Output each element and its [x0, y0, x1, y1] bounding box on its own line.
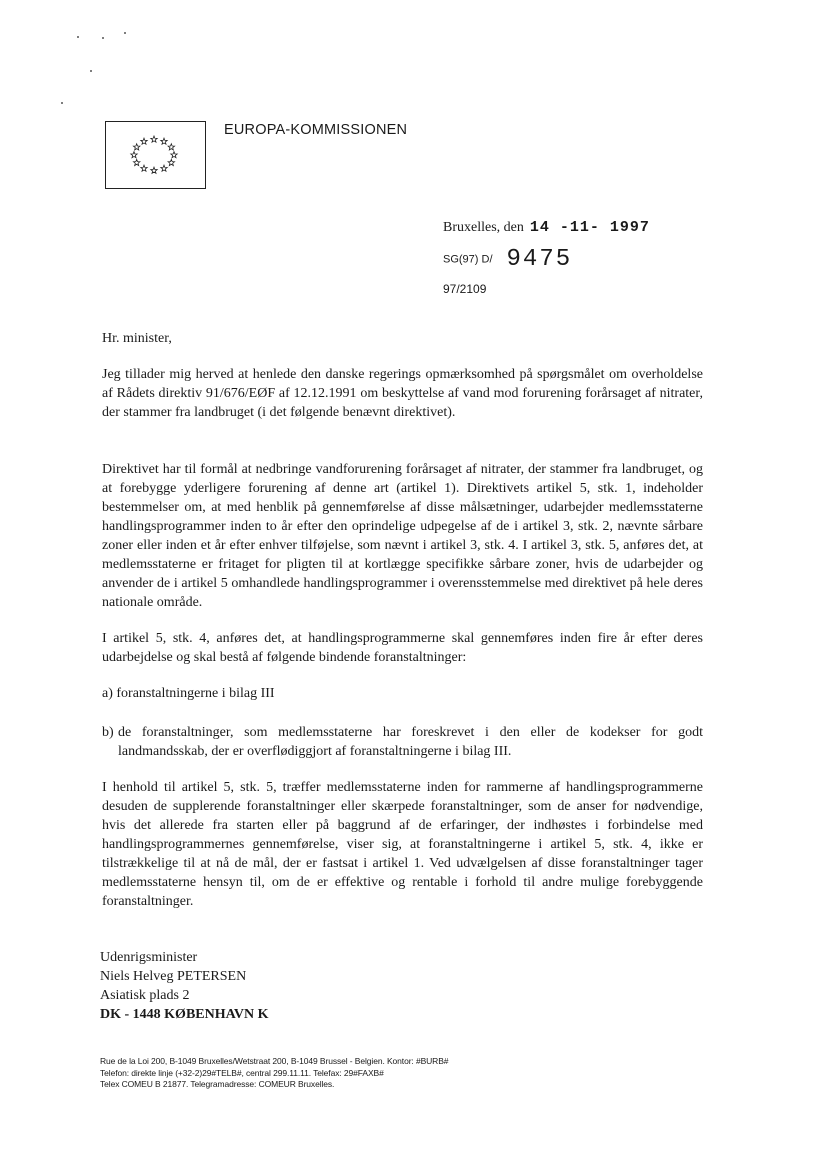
address-line-title: Udenrigsminister — [100, 950, 198, 965]
list-item-b-label: b) — [102, 725, 114, 740]
scan-speck — [90, 70, 92, 72]
organization-name: EUROPA-KOMMISSIONEN — [224, 122, 408, 138]
flag-star — [141, 138, 147, 144]
date-prefix: Bruxelles, den — [443, 220, 524, 235]
address-line-city: DK - 1448 KØBENHAVN K — [100, 1007, 269, 1022]
scan-speck — [61, 102, 63, 104]
footer-phone: Telefon: direkte linje (+32-2)29#TELB#, central 299.11.11. Telefax: 29#FAXB# — [100, 1067, 384, 1078]
list-item-b — [102, 723, 703, 761]
scan-speck — [124, 32, 126, 34]
paragraph-1: Jeg tillader mig herved at henlede den danske regerings opmærksomhed på spørgsmålet om overholdelse af Rådets direktiv 91/676/EØF af 12.12.1991 om beskyttelse af vand mod forurening forårsaget af nitrater, der stammer fra landbruget (i det følgende benævnt direktivet). — [102, 367, 703, 420]
secondary-reference: 97/2109 — [443, 282, 487, 296]
paragraph-2: Direktivet har til formål at nedbringe vandforurening forårsaget af nitrater, der stammer fra landbruget, og at forebygge yderligere forurening af denne art (artikel 1). Direktivets artikel 5, stk. 1, indeholder bestemmelser om, at med henblik på gennemførelse af disse målsætninger, udarbejder medlemsstaterne handlingsprogrammer inden to år efter den oprindelige udpegelse af de i artikel 3, stk. 2, nævnte sårbare zoner eller inden et år efter enhver tilføjelse, som nævnt i artikel 3, stk. 4. I artikel 3, stk. 5, anføres det, at medlemsstaterne er fritaget for pligten til at kortlægge specifikke sårbare zoner, hvis de udarbejder og anvender de i artikel 5 omhandlede handlingsprogrammer i overensstemmelse med direktivet på hele deres nationale område. — [102, 462, 703, 610]
flag-star — [161, 138, 167, 144]
eu-flag-stars-icon — [106, 122, 207, 190]
flag-star — [133, 144, 139, 150]
salutation: Hr. minister, — [102, 331, 172, 346]
address-line-street: Asiatisk plads 2 — [100, 988, 190, 1003]
reference-line — [443, 246, 572, 273]
list-item-a: a) foranstaltningerne i bilag III — [102, 686, 275, 701]
footer-address: Rue de la Loi 200, B-1049 Bruxelles/Wetstraat 200, B-1049 Brussel - Belgien. Kontor: #BURB# — [100, 1056, 449, 1066]
scan-speck — [102, 37, 104, 39]
flag-star — [151, 136, 157, 142]
list-item-b-text: de foranstaltninger, som medlemsstaterne har foreskrevet i den eller de kodekser for godt landmandsskab, der er overflødiggjort af foranstaltningerne i bilag III. — [118, 725, 703, 759]
eu-flag-logo — [105, 121, 206, 189]
flag-star — [141, 165, 147, 171]
flag-star — [133, 159, 139, 165]
paragraph-4: I henhold til artikel 5, stk. 5, træffer medlemsstaterne inden for rammerne af handlingsprogrammerne desuden de supplerende foranstaltninger eller skærpede foranstaltninger, som de anser for nødvendige, hvis det allerede fra starten eller på baggrund af de erfaringer, der indhøstes i forbindelse med handlingsprogrammernes gennemførelse, viser sig, at foranstaltningerne i artikel 5, stk. 4, ikke er tilstrækkelige til at nå de mål, der er fastsat i artikel 1. Ved udvælgelsen af disse foranstaltninger tager medlemsstaterne hensyn til, om de er effektive og rentable i forhold til andre mulige forebyggende foranstaltninger. — [102, 780, 703, 909]
scan-speck — [77, 36, 79, 38]
flag-star — [171, 152, 177, 158]
paragraph-3: I artikel 5, stk. 4, anføres det, at handlingsprogrammerne skal gennemføres inden fire år efter deres udarbejdelse og skal bestå af følgende bindende foranstaltninger: — [102, 631, 703, 665]
flag-star — [161, 165, 167, 171]
date-stamp: 14 -11- 1997 — [529, 219, 650, 236]
letterhead-footer — [100, 1056, 448, 1091]
footer-telex: Telex COMEU B 21877. Telegramadresse: COMEUR Bruxelles. — [100, 1079, 335, 1089]
flag-star — [131, 152, 137, 158]
recipient-address — [100, 948, 269, 1024]
flag-star — [168, 159, 174, 165]
date-line — [443, 219, 650, 236]
address-line-name: Niels Helveg PETERSEN — [100, 969, 247, 984]
flag-star — [168, 144, 174, 150]
reference-prefix: SG(97) D/ — [443, 253, 493, 266]
reference-number: 9475 — [506, 246, 573, 273]
flag-star — [151, 167, 157, 173]
